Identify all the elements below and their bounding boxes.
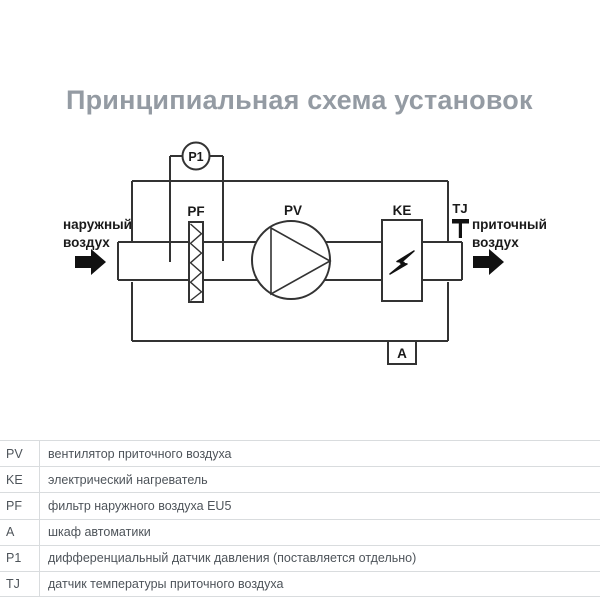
tj-label: TJ — [452, 201, 468, 216]
legend-code: TJ — [0, 572, 40, 596]
automation-box-a — [388, 341, 416, 364]
tj-sensor-bar-icon — [452, 219, 469, 224]
legend-description: датчик температуры приточного воздуха — [48, 577, 284, 592]
legend-code: P1 — [0, 546, 40, 571]
legend-description: шкаф автоматики — [48, 525, 151, 540]
inflow-arrow-icon — [75, 249, 106, 275]
pv-label: PV — [283, 203, 303, 218]
legend-code: A — [0, 520, 40, 545]
legend-code: KE — [0, 467, 40, 492]
p1-label: P1 — [188, 150, 204, 164]
fan-circle-icon — [252, 221, 330, 299]
a-label: A — [397, 346, 407, 361]
supply-air-annotation — [472, 217, 547, 275]
supply-air-text-line1: приточный — [472, 217, 547, 232]
page-title: Принципиальная схема установок — [66, 85, 533, 115]
tj-sensor-stem-icon — [459, 223, 462, 238]
legend-table — [0, 440, 600, 597]
pf-label: PF — [187, 204, 205, 219]
table-row — [0, 571, 600, 597]
fan-pv — [252, 203, 330, 299]
ke-label: KE — [392, 203, 412, 218]
legend-description: электрический нагреватель — [48, 472, 208, 487]
table-row — [0, 466, 600, 492]
table-row — [0, 545, 600, 571]
legend-description: вентилятор приточного воздуха — [48, 446, 232, 461]
legend-code: PF — [0, 493, 40, 518]
legend-description: фильтр наружного воздуха EU5 — [48, 498, 232, 513]
outside-air-text-line1: наружный — [63, 217, 132, 232]
outflow-arrow-icon — [473, 249, 504, 275]
legend-code: PV — [0, 441, 40, 466]
table-row — [0, 492, 600, 518]
temp-sensor-tj — [452, 201, 469, 238]
outside-air-text-line2: воздух — [63, 235, 110, 250]
pressure-sensor-p1 — [183, 143, 210, 170]
heater-ke — [382, 203, 422, 301]
outside-air-annotation — [63, 217, 132, 275]
table-row — [0, 519, 600, 545]
legend-description: дифференциальный датчик давления (поставляется отдельно) — [48, 551, 417, 566]
filter-pf — [187, 204, 204, 302]
supply-air-text-line2: воздух — [472, 235, 519, 250]
table-row — [0, 440, 600, 466]
